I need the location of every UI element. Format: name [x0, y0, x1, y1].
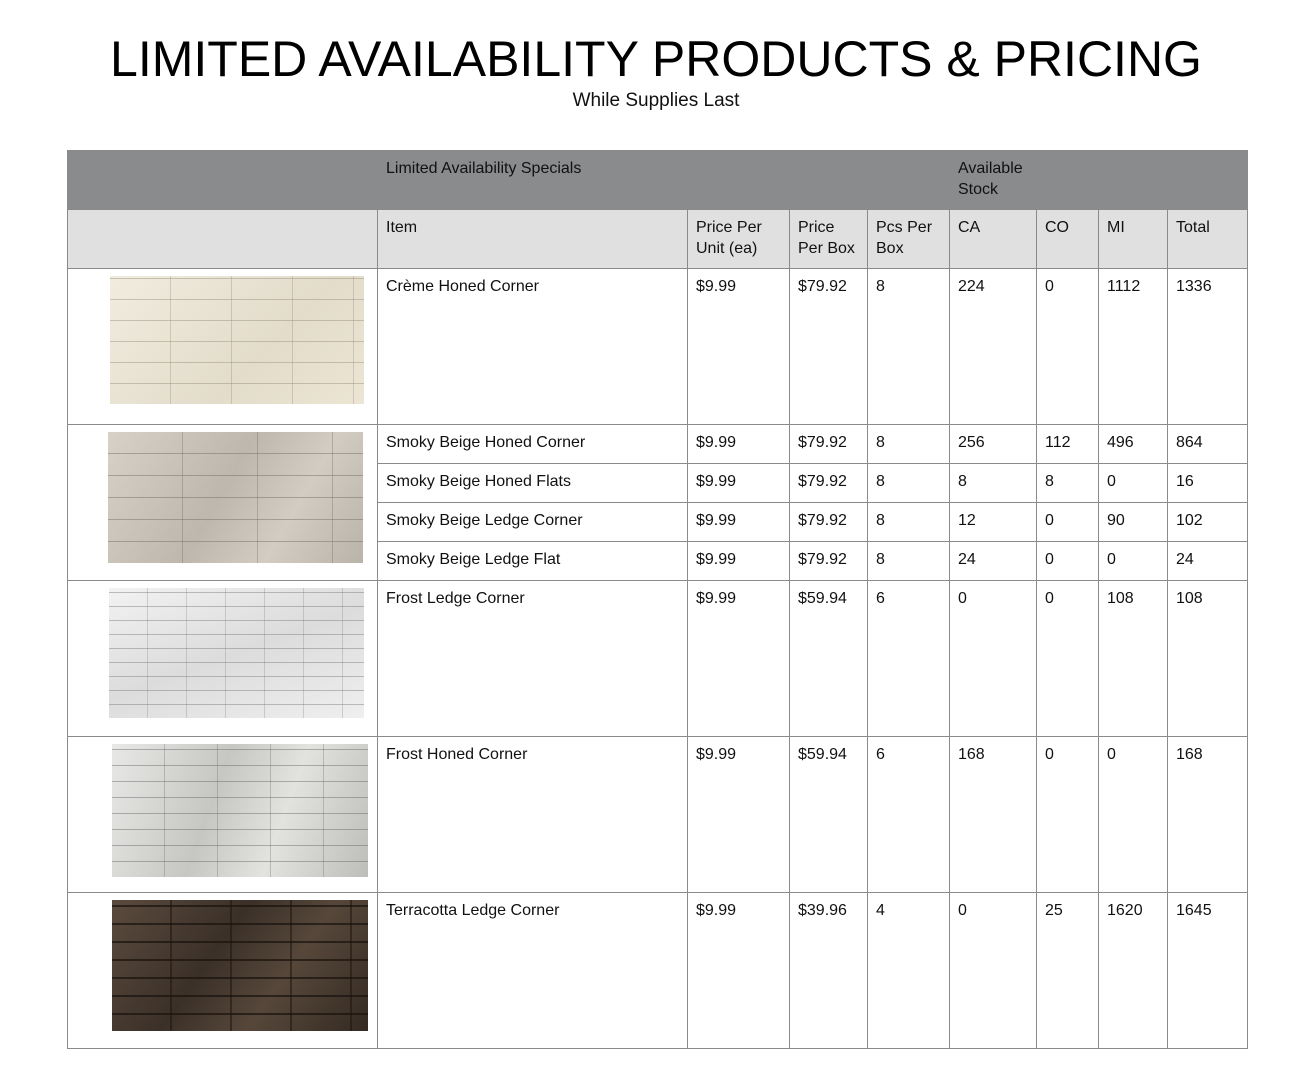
smoky-beige-stone-swatch [108, 432, 363, 563]
stock-mi: 1620 [1099, 893, 1168, 1049]
column-header-item: Item [378, 210, 688, 269]
stock-co: 0 [1037, 269, 1099, 425]
stock-total: 16 [1168, 464, 1248, 503]
unit-price: $9.99 [688, 893, 790, 1049]
stock-total: 102 [1168, 503, 1248, 542]
stock-co: 0 [1037, 737, 1099, 893]
stock-ca: 0 [950, 893, 1037, 1049]
item-name: Crème Honed Corner [378, 269, 688, 425]
product-image-cell [68, 581, 378, 737]
stock-ca: 0 [950, 581, 1037, 737]
frost-ledge-stone-swatch [109, 588, 364, 718]
unit-price: $9.99 [688, 581, 790, 737]
frost-honed-stone-swatch [112, 744, 368, 877]
pcs-per-box: 6 [868, 737, 950, 893]
stock-total: 168 [1168, 737, 1248, 893]
unit-price: $9.99 [688, 269, 790, 425]
box-price: $39.96 [790, 893, 868, 1049]
stock-mi: 90 [1099, 503, 1168, 542]
group-header-row [68, 151, 1248, 210]
pcs-per-box: 6 [868, 581, 950, 737]
stock-ca: 224 [950, 269, 1037, 425]
box-price: $79.92 [790, 542, 868, 581]
image-header-cell [68, 151, 378, 210]
stock-mi: 0 [1099, 464, 1168, 503]
creme-stone-swatch [110, 276, 364, 404]
column-header-box-price: Price Per Box [790, 210, 868, 269]
pricing-table [67, 150, 1248, 1049]
stock-co: 8 [1037, 464, 1099, 503]
stock-total: 24 [1168, 542, 1248, 581]
stock-co: 0 [1037, 581, 1099, 737]
empty-header-cell [688, 151, 790, 210]
table-row [68, 581, 1248, 737]
section-label: Limited Availability Specials [378, 151, 688, 210]
column-header-unit-price: Price Per Unit (ea) [688, 210, 790, 269]
unit-price: $9.99 [688, 503, 790, 542]
stock-co: 0 [1037, 503, 1099, 542]
stock-co: 112 [1037, 425, 1099, 464]
table-row [68, 425, 1248, 464]
item-name: Frost Ledge Corner [378, 581, 688, 737]
column-header-co: CO [1037, 210, 1099, 269]
stock-ca: 8 [950, 464, 1037, 503]
column-header-ca: CA [950, 210, 1037, 269]
item-name: Terracotta Ledge Corner [378, 893, 688, 1049]
empty-header-cell [1037, 151, 1099, 210]
column-header-pcs-per-box: Pcs Per Box [868, 210, 950, 269]
box-price: $79.92 [790, 464, 868, 503]
stock-co: 0 [1037, 542, 1099, 581]
stock-mi: 108 [1099, 581, 1168, 737]
box-price: $79.92 [790, 269, 868, 425]
stock-total: 1645 [1168, 893, 1248, 1049]
page-subtitle: While Supplies Last [572, 90, 740, 111]
column-header-mi: MI [1099, 210, 1168, 269]
stock-ca: 12 [950, 503, 1037, 542]
stock-ca: 24 [950, 542, 1037, 581]
box-price: $59.94 [790, 581, 868, 737]
column-header-total: Total [1168, 210, 1248, 269]
table-row [68, 893, 1248, 1049]
item-name: Smoky Beige Ledge Corner [378, 503, 688, 542]
stock-ca: 256 [950, 425, 1037, 464]
pcs-per-box: 8 [868, 464, 950, 503]
stock-mi: 1112 [1099, 269, 1168, 425]
stock-mi: 0 [1099, 737, 1168, 893]
stock-mi: 496 [1099, 425, 1168, 464]
pcs-per-box: 8 [868, 503, 950, 542]
empty-header-cell [1168, 151, 1248, 210]
product-image-cell [68, 425, 378, 581]
item-name: Smoky Beige Ledge Flat [378, 542, 688, 581]
table-row [68, 737, 1248, 893]
item-name: Smoky Beige Honed Corner [378, 425, 688, 464]
empty-header-cell [868, 151, 950, 210]
product-image-cell [68, 737, 378, 893]
stock-total: 108 [1168, 581, 1248, 737]
stock-total: 864 [1168, 425, 1248, 464]
page-title: LIMITED AVAILABILITY PRODUCTS & PRICING [110, 31, 1202, 87]
terracotta-stone-swatch [112, 900, 368, 1031]
product-image-cell [68, 893, 378, 1049]
unit-price: $9.99 [688, 425, 790, 464]
pcs-per-box: 8 [868, 425, 950, 464]
unit-price: $9.99 [688, 542, 790, 581]
box-price: $59.94 [790, 737, 868, 893]
available-stock-label: Available Stock [950, 151, 1037, 210]
unit-price: $9.99 [688, 464, 790, 503]
pcs-per-box: 8 [868, 542, 950, 581]
stock-co: 25 [1037, 893, 1099, 1049]
item-name: Smoky Beige Honed Flats [378, 464, 688, 503]
box-price: $79.92 [790, 503, 868, 542]
pcs-per-box: 4 [868, 893, 950, 1049]
unit-price: $9.99 [688, 737, 790, 893]
stock-mi: 0 [1099, 542, 1168, 581]
empty-header-cell [790, 151, 868, 210]
column-header-row [68, 210, 1248, 269]
item-name: Frost Honed Corner [378, 737, 688, 893]
pcs-per-box: 8 [868, 269, 950, 425]
box-price: $79.92 [790, 425, 868, 464]
stock-total: 1336 [1168, 269, 1248, 425]
table-row [68, 269, 1248, 425]
stock-ca: 168 [950, 737, 1037, 893]
image-column-header [68, 210, 378, 269]
empty-header-cell [1099, 151, 1168, 210]
product-image-cell [68, 269, 378, 425]
